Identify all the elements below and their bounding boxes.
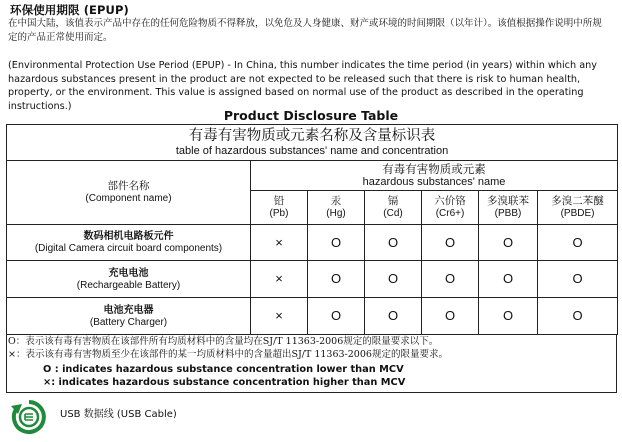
substance-en: (PBB) — [494, 208, 522, 219]
substance-header-cell — [479, 191, 538, 225]
substance-en: (Hg) — [326, 208, 346, 219]
mark: O — [387, 271, 399, 286]
mark: O — [387, 234, 399, 250]
note-o-cn: O：表示该有毒有害物质在该部件所有均质材料中的含量均在SJ/T 11363-2006规定的限量要求以下。 — [8, 336, 439, 347]
mark-cell — [479, 225, 538, 261]
epup-heading: 环保使用期限 (EPUP) — [10, 3, 129, 17]
hazard-header-cn: 有毒有害物质或元素 — [382, 162, 486, 176]
mark-cell — [251, 298, 308, 335]
mark-cell — [365, 225, 422, 261]
mark: O — [502, 308, 514, 323]
mark: O — [444, 271, 456, 286]
mark-cell — [538, 298, 618, 335]
mark-cell — [308, 261, 365, 298]
table-notes — [6, 334, 617, 393]
hazard-header-row — [7, 161, 618, 191]
component-en: (Battery Charger) — [89, 316, 168, 328]
substance-header-cell — [251, 191, 308, 225]
substance-header-cell — [365, 191, 422, 225]
mark-cell — [479, 298, 538, 335]
component-cell — [7, 261, 251, 298]
mark-cell — [538, 225, 618, 261]
component-header-cn: 部件名称 — [107, 180, 150, 192]
table-row — [7, 298, 618, 335]
mark: O — [502, 234, 514, 250]
mark-cell — [422, 298, 479, 335]
substance-cn: 六价铬 — [434, 195, 466, 207]
mark-cell — [308, 225, 365, 261]
component-header-cell — [7, 161, 251, 225]
mark-cell — [251, 261, 308, 298]
component-cell — [7, 298, 251, 335]
epup-english-paragraph: (Environmental Protection Use Period (EPUP) - In China, this number indicates the time period (in years) within which any hazardous substances present in the product are not expected to be released such that there is risk to human health, property, or the environment. This value is assigned based on normal use of the product as described in the operating instructions.) — [8, 60, 598, 112]
mark: O — [330, 234, 342, 250]
hazardous-substances-table — [6, 124, 618, 335]
substance-cn: 多溴二苯醚 — [551, 195, 604, 207]
table-title-row — [7, 125, 618, 161]
substance-header-cell — [308, 191, 365, 225]
mark: O — [572, 308, 583, 323]
mark: O — [502, 271, 514, 286]
mark: O — [330, 308, 342, 323]
note-x-en: ×: indicates hazardous substance concentration higher than MCV — [43, 377, 406, 388]
component-en: (Digital Camera circuit board components) — [34, 243, 223, 254]
epup-recycle-icon — [10, 398, 48, 436]
substance-en: (Cd) — [383, 208, 403, 219]
substance-en: (Cr6+) — [435, 208, 465, 219]
table-title-cell — [7, 125, 618, 161]
mark-cell — [251, 225, 308, 261]
note-o-en: O : indicates hazardous substance concentration lower than MCV — [43, 364, 404, 375]
mark-cell — [365, 298, 422, 335]
table-row — [7, 225, 618, 261]
epup-chinese-paragraph: 在中国大陆，该值表示产品中存在的任何危险物质不得释放，以免危及人身健康、财产或环境的时间期限（以年计）。该值根据操作说明中所规定的产品正常使用而定。 — [8, 18, 602, 43]
mark-cell — [422, 261, 479, 298]
mark: O — [387, 308, 399, 323]
product-disclosure-title: Product Disclosure Table — [223, 108, 399, 123]
hazard-header-en: hazardous substances' name — [362, 176, 506, 188]
mark: O — [444, 234, 456, 250]
substance-cn: 铅 — [273, 195, 285, 207]
substance-header-cell — [422, 191, 479, 225]
mark-cell — [365, 261, 422, 298]
note-x-cn: ×：表示该有毒有害物质至少在该部件的某一均质材料中的含量超出SJ/T 11363-2006规定的限量要求。 — [8, 349, 448, 360]
substance-cn: 汞 — [330, 195, 342, 207]
mark: × — [275, 271, 283, 286]
usb-cable-label: USB 数据线 (USB Cable) — [60, 409, 177, 420]
mark-cell — [479, 261, 538, 298]
component-cn: 数码相机电路板元件 — [83, 231, 174, 242]
component-cn: 充电电池 — [108, 267, 149, 279]
table-title-cn: 有毒有害物质或元素名称及含量标识表 — [188, 127, 436, 144]
table-row — [7, 261, 618, 298]
substance-cn: 镉 — [387, 195, 399, 207]
component-cell — [7, 225, 251, 261]
mark: O — [572, 234, 583, 250]
table-title-en: table of hazardous substances' name and concentration — [175, 144, 449, 157]
mark: × — [275, 234, 283, 250]
mark-cell — [308, 298, 365, 335]
substance-header-cell — [538, 191, 618, 225]
component-en: (Rechargeable Battery) — [76, 279, 181, 291]
component-header-en: (Component name) — [85, 193, 172, 204]
mark: O — [330, 271, 342, 286]
mark: O — [444, 308, 456, 323]
substance-cn: 多溴联苯 — [487, 195, 529, 207]
substance-en: (Pb) — [269, 208, 289, 219]
mark-cell — [538, 261, 618, 298]
mark-cell — [422, 225, 479, 261]
mark: O — [572, 271, 583, 286]
hazard-header-cell — [251, 161, 618, 191]
mark: × — [275, 308, 283, 323]
substance-en: (PBDE) — [560, 208, 595, 219]
component-cn: 电池充电器 — [103, 304, 154, 316]
